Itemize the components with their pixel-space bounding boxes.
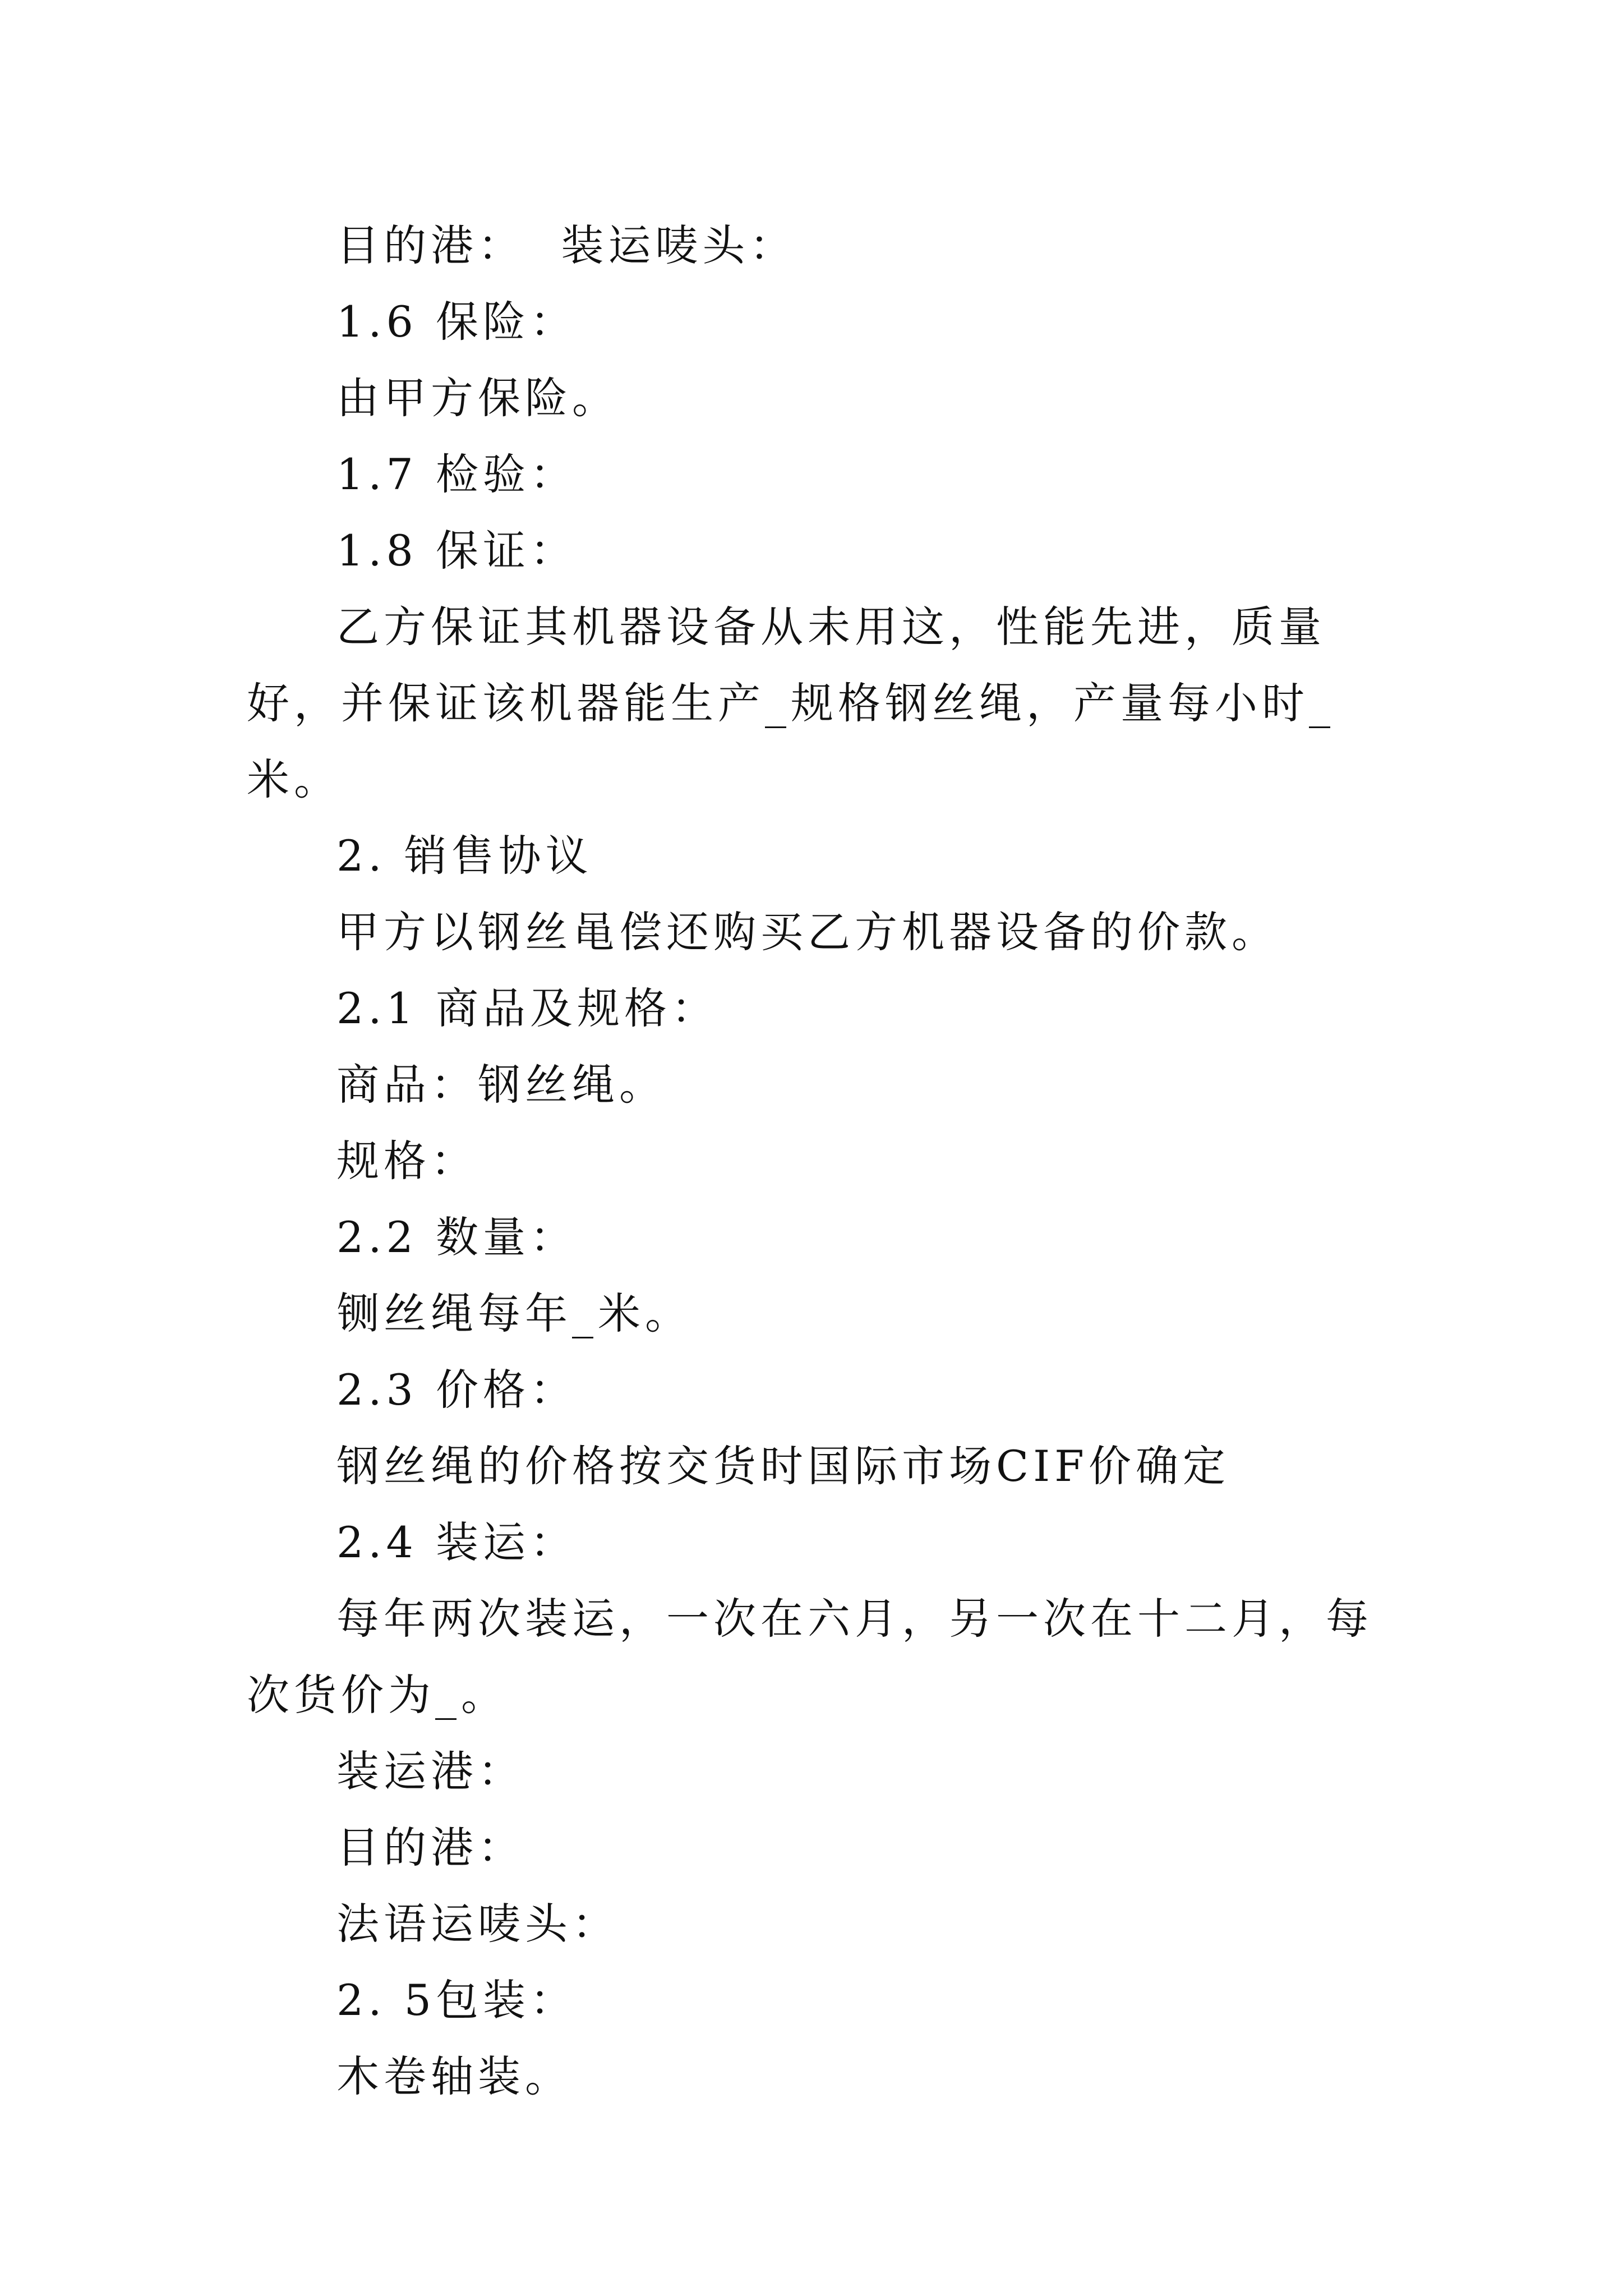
paragraph-guarantee: 乙方保证其机器设备从未用这，性能先进，质量好，并保证该机器能生产_规格钢丝绳，产量每小时_米。: [247, 602, 1335, 804]
paragraph-quantity: 铡丝绳每年_米。: [336, 1289, 692, 1338]
heading-2-3-price: 2.3 价格：: [336, 1365, 578, 1415]
paragraph-shipping-mark: 法语运唛头：: [336, 1899, 619, 1949]
heading-1-6-insurance: 1.6 保险：: [336, 297, 578, 347]
paragraph-shipment: 每年两次装运，一次在六月，另一次在十二月，每次货价为_。: [247, 1594, 1373, 1720]
heading-2-1-goods-specs: 2.1 商品及规格：: [336, 983, 719, 1033]
heading-1-8-guarantee: 1.8 保证：: [336, 526, 578, 576]
heading-1-7-inspection: 1.7 检验：: [336, 449, 578, 499]
paragraph-packing: 木卷轴装。: [336, 2051, 572, 2101]
heading-2-5-packing: 2. 5包装：: [336, 1975, 578, 2025]
paragraph-price: 钢丝绳的价格按交货时国际市场CIF价确定: [336, 1441, 1230, 1491]
paragraph-sales-agreement: 甲方以钢丝黾偿还购买乙方机器设备的价款。: [336, 907, 1279, 957]
document-body: [247, 208, 1391, 2115]
paragraph-insurance: 由甲方保险。: [336, 373, 619, 423]
paragraph-destination-port: 目的港：: [336, 1823, 525, 1872]
heading-2-sales-agreement: 2. 销售协议: [336, 831, 593, 881]
heading-2-2-quantity: 2.2 数量：: [336, 1212, 578, 1262]
paragraph-specs: 规格：: [336, 1136, 478, 1186]
paragraph-destination-port-shipping-mark: 目的港： 装运唛头：: [336, 220, 797, 270]
paragraph-goods: 商品：钢丝绳。: [336, 1060, 666, 1110]
heading-2-4-shipment: 2.4 装运：: [336, 1517, 578, 1567]
paragraph-loading-port: 装运港：: [336, 1746, 525, 1796]
